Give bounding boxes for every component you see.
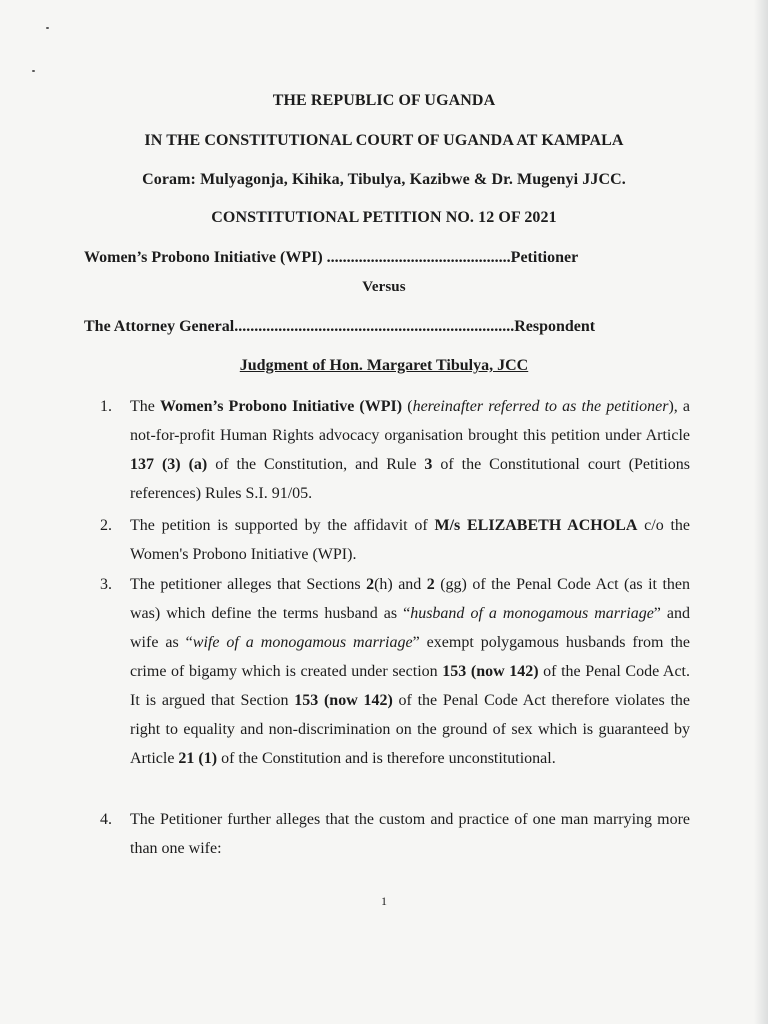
bold-text-run: 2 [366,576,375,593]
italic-text-run: husband of a monogamous marriage [410,605,654,622]
text-run: ), a not-for-profit Human Rights advocacy organisation brought this petition under Article [130,398,691,444]
paragraph-body [130,805,690,863]
italic-text-run: hereinafter referred to as the petitioner [412,398,669,415]
respondent-name: The Attorney General [84,318,235,335]
text-run: The petitioner alleges that Sections [130,576,367,593]
judgment-title: Judgment of Hon. Margaret Tibulya, JCC [239,357,529,374]
page-edge-shadow [754,0,768,1024]
republic-heading: THE REPUBLIC OF UGANDA [272,92,496,109]
paragraph-body [130,392,690,508]
versus-label: Versus [362,279,406,295]
bold-text-run: 2 [426,576,435,593]
paragraph-body [130,511,690,569]
paragraph-number: 1. [100,398,112,415]
bold-text-run: 137 (3) (a) [130,456,208,473]
court-heading: IN THE CONSTITUTIONAL COURT OF UGANDA AT KAMPALA [144,132,624,149]
paragraph-body [130,570,690,773]
text-run: of the Constitutional court (Petitions references) Rules S.I. 91/05. [130,456,690,502]
text-run: (h) and [374,576,427,593]
text-run: The Petitioner further alleges that the custom and practice of one man marrying more than one wife: [130,811,690,857]
text-run: of the Penal Code Act therefore violates the right to equality and non-discrimination on the ground of sex which is guaranteed by Article [130,692,691,767]
petitioner-role: Petitioner [510,249,579,266]
text-run: c/o the Women's Probono Initiative (WPI). [130,517,691,563]
coram-line: Coram: Mulyagonja, Kihika, Tibulya, Kazibwe & Dr. Mugenyi JJCC. [142,171,626,188]
text-run: (gg) of the Penal Code Act (as it then was) which define the terms husband as “ [130,576,690,622]
text-run: of the Constitution, and Rule [207,456,425,473]
paragraph-2 [100,511,690,569]
respondent-row [84,318,595,336]
respondent-leader-dots: ...................................................................... [234,318,515,335]
paragraph-4 [100,805,690,863]
text-run: ” and wife as “ [130,605,691,651]
petitioner-leader-dots: .............................................. [326,249,511,266]
paragraph-number: 2. [100,517,112,534]
paragraph-number: 3. [100,576,112,593]
paragraph-3 [100,570,690,773]
page-number: 1 [381,894,387,908]
bold-text-run: M/s ELIZABETH ACHOLA [434,517,638,534]
text-run: ” exempt polygamous husbands from the crime of bigamy which is created under section [130,634,691,680]
text-run: of the Constitution and is therefore unconstitutional. [217,750,556,767]
italic-text-run: wife of a monogamous marriage [192,634,413,651]
bold-text-run: 153 (now 142) [294,692,393,709]
paragraph-number: 4. [100,811,112,828]
bold-text-run: 153 (now 142) [442,663,539,680]
bold-text-run: Women’s Probono Initiative (WPI) [160,398,403,415]
scan-speck [32,70,35,72]
text-run: of the Penal Code Act. It is argued that Section [130,663,690,709]
petition-number: CONSTITUTIONAL PETITION NO. 12 OF 2021 [211,209,557,226]
text-run: The [130,398,161,415]
petitioner-row [84,249,578,267]
scan-speck [46,27,49,29]
respondent-role: Respondent [514,318,596,335]
paragraph-1 [100,392,690,508]
petitioner-name: Women’s Probono Initiative (WPI) [84,249,327,266]
bold-text-run: 21 (1) [178,750,218,767]
text-run: ( [402,398,413,415]
text-run: The petition is supported by the affidavit of [130,517,435,534]
bold-text-run: 3 [424,456,433,473]
